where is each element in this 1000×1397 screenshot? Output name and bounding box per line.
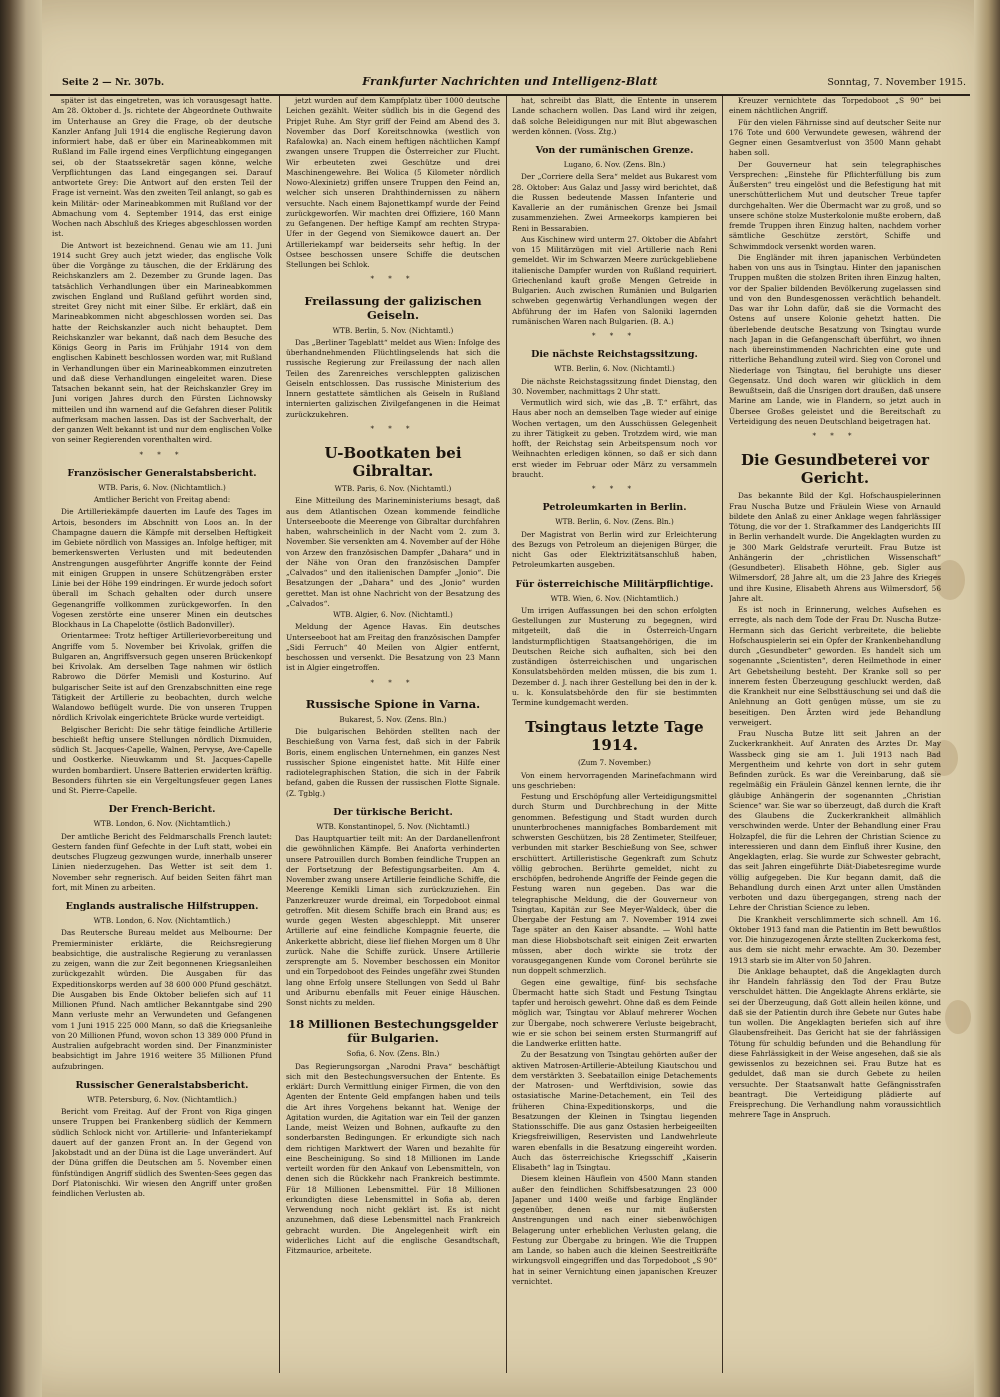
page-label: Seite 2 — Nr. 307b. (62, 77, 165, 88)
dateline: WTB. Petersburg, 6. Nov. (Nichtamtlich.) (87, 1094, 237, 1104)
article-paragraph: Von einem hervorragenden Marinefachmann wird uns geschrieben: (512, 770, 717, 790)
page-header (50, 72, 970, 96)
article-paragraph: später ist das eingetreten, was ich vorausgesagt hatte. Am 28. Oktober d. Js. richtete der Abgeordnete Outhwaite im Unterhause an Grey die Frage, ob der deutsche Kanzler Anfang Juli 1914 die englische Regierung davon informiert habe, daß er über ein Marineabkommen mit Rußland im Falle irgend eines Verpflichtung eingegangen sei, ob der Staatssekretär sagen könne, welche Verpflichtungen das Land eingegangen sei. Darauf antwortete Grey: Die Antwort auf den ersten Teil der Frage ist verneint. Was den zweiten Teil anlangt, so gab es kein Militär- oder Marineabkommen mit Rußland vor der Abmachung vom 4. September 1914, das erst einige Wochen nach Abschluß des Krieges abgeschlossen worden ist. (52, 96, 272, 239)
column-1 (52, 96, 272, 1369)
dateline: Lugano, 6. Nov. (Zens. Bln.) (563, 160, 666, 169)
headline-uboat: U-Bootkaten bei Gibraltar. (324, 444, 462, 480)
headline-bribes: 18 Millionen Bestechungsgelder für Bulgarien. (288, 1017, 498, 1046)
article-paragraph: Meldung der Agence Havas. Ein deutsches Unterseeboot hat am Freitag den französischen Dampfer „Sidi Ferruch“ 40 Meilen von Algier entfernt, beschossen und versenkt. Die Besatzung von 23 Mann ist in Algier eingetroffen. (286, 622, 500, 673)
separator: * * * (139, 450, 185, 459)
dateline: WTB. Berlin, 6. Nov. (Zens. Bln.) (555, 517, 674, 527)
column-4 (729, 96, 941, 1369)
article-paragraph: Es ist noch in Erinnerung, welches Aufsehen es erregte, als nach dem Tode der Frau Dr. Nuscha Butze-Hermann sich das Gericht verbreitete, die beliebte Hofschauspielerin sei ein Opfer der Krankenbehandlung durch „Gesundbeter“ geworden. Es handelt sich um sogenannte „Scientisten“, deren Heilmethode in einer Art Gebetsheilung besteht. Der Kranke soll so per innerem festen Überzeugung geschluckt werden, daß die Krankheit nur eine Selbsttäuschung sei und daß die Anlehnung an Gott genügen müsse, um sie zu beseitigen. Den Ärzten wird jede Behandlung verweigert. (729, 605, 941, 727)
article-paragraph: Der „Corriere della Sera“ meldet aus Bukarest vom 28. Oktober: Aus Galaz und Jassy wird berichtet, daß die Russen bedeutende Massen Infanterie und Kavallerie an der rumänischen Grenze bei Jsmail zusammenziehen. Zwei Armeekorps kampieren bei Reni in Bessarabien. (512, 172, 717, 233)
dateline: WTB. Paris, 6. Nov. (Nichtamtl.) (334, 484, 452, 493)
article-paragraph: hat, schreibt das Blatt, die Entente in unserem Lande schachern wollen. Das Land wird ihr zeigen, daß solche Beleidigungen nur mit Blut abgewaschen werden können. (Voss. Ztg.) (512, 96, 717, 136)
article-paragraph: Kreuzer vernichtete das Torpedoboot „S 90“ bei einem nächtlichen Angriff. (729, 96, 941, 116)
headline-reichstag: Die nächste Reichstagssitzung. (531, 349, 698, 361)
article-paragraph: Der Gouverneur hat sein telegraphisches Versprechen: „Einstehe für Pflichterfüllung bis zum Äußersten“ treu eingelöst und die Befestigung hat mit unerschütterlichem Mut und deutscher Treue tapfer durchgehalten. Wer die Übermacht war zu groß, und so unsere schöne stolze Musterkolonie mußte erobern, daß fremde Truppen ihren Einzug halten, nachdem vorher sämtliche Geschütze zerstört, Schiffe und Schwimmdock versenkt worden waren. (729, 159, 941, 251)
article-paragraph: Zu der Besatzung von Tsingtau gehörten außer der aktiven Matrosen-Artillerie-Abteilung Kiautschou und dem verstärkten 3. Seebataillon einige Detachements der Matrosen- und Werftdivision, sowie das ostasiatische Marine-Detachement, ein Teil des früheren China-Expeditionskorps, und die Besatzungen der Kleinen in Tsingtau liegenden Stationsschiffe. Die aus ganz Ostasien herbeigeeilten Kriegsfreiwilligen, Reservisten und Landwehrleute waren ebenfalls in die Besatzung eingereiht worden. Auch das österreichische Kriegsschiff „Kaiserin Elisabeth“ lag in Tsingtau. (512, 1050, 717, 1172)
separator: * * * (370, 424, 416, 433)
column-rule (506, 96, 507, 1373)
article-paragraph: Frau Nuscha Butze litt seit Jahren an der Zuckerkrankheit. Auf Anraten des Arztes Dr. May Wassbeck ging sie am 1. Juli 1913 nach Bad Mergentheim und kehrte von dort in sehr gutem Befinden zurück. Es war die Vereinbarung, daß sie regelmäßig ein Fräulein Gänzel kennen lernte, die ihr gläubige Anhängerin der sogenannten „Christian Science“ war. Sie war so überzeugt, daß durch die Kraft des Glaubens die Zuckerkrankheit allmählich verschwinden werde. Unter der Behandlung einer Frau Holzapfel, die für die Lehren der Christian Science zu interessieren und dann dem Einfluß ihrer Kusine, den Angeklagten, erlag. Sie wurde zur Schwester gebracht, das seit Jahren eingeführte Diät-Diabetesregime wurde völlig aufgegeben. Die Kur begann damit, daß die Behandlung durch einen Arzt unter allen Umständen verboten und dazu übergegangen, streng nach der Lehre der Christian Science zu leben. (729, 729, 941, 913)
headline-austrian-duty: Für österreichische Militärpflichtige. (515, 578, 714, 590)
article-paragraph: Die Antwort ist bezeichnend. Genau wie am 11. Juni 1914 sucht Grey auch jetzt wieder, das englische Volk über die Vorgänge zu täuschen, die der Erklärung des Reichskanzlers am 2. Dezember zu Grunde lagen. Das tatsächlich Verhandlungen über ein Marineabkommen zwischen England und Rußland geführt worden sind, streitet Grey nicht mit einer Silbe. Er erklärt, daß ein Marineabkommen nicht abgeschlossen worden sei. Das hatte der Reichskanzler auch nicht behauptet. Dem Reichskanzler war bekannt, daß nach dem Besuche des Königs Georg in Paris im Frühjahr 1914 von dem englischen Kabinett beschlossen worden war, mit Rußland in Verhandlungen über ein Marineabkommen einzutreten und daß diese Verhandlungen eingeleitet waren. Diese Tatsachen bekannt sein, hat der Reichskanzler Grey im Juni vorigen Jahres durch den Fürsten Lichnowsky mitteilen und ihn warnend auf die Gefahren dieser Politik aufmerksam machen lassen. Das ist der Sachverhalt, der der ganzen Welt bekannt ist und nur dem englischen Volke von seiner Regierenden vorenthalten wird. (52, 240, 272, 445)
article-paragraph: Diesem kleinen Häuflein von 4500 Mann standen außer den feindlichen Schiffsbesatzungen 23 000 Japaner und 1400 weiße und farbige Engländer gegenüber, denen es nur mit äußersten Anstrengungen und nach einer siebenwöchigen Belagerung unter erheblichen Verlusten gelang, die Festung zur Übergabe zu bringen. Wie die Truppen am Lande, so haben auch die kleinen Seestreitkräfte wirkungsvoll eingegriffen und das Torpedoboot „S 90“ hat in seiner Vernichtung einen japanischen Kreuzer vernichtet. (512, 1174, 717, 1286)
separator: * * * (370, 678, 416, 687)
headline-tsingtau: Tsingtaus letzte Tage 1914. (525, 718, 704, 755)
dateline: Sofia, 6. Nov. (Zens. Bln.) (346, 1049, 440, 1059)
dateline: WTB. London, 6. Nov. (Nichtamtlich.) (93, 819, 231, 829)
headline-turkish-report: Der türkische Bericht. (333, 806, 453, 818)
subline: (Zum 7. November.) (577, 758, 651, 768)
article-paragraph: Der Magistrat von Berlin wird zur Erleichterung des Bezugs von Petroleum an diejenigen Bürger, die nicht Gas oder Elektrizitätsanschluß haben, Petroleumkarten ausgeben. (512, 529, 717, 570)
paper-stain (945, 1000, 971, 1034)
dateline: WTB. London, 6. Nov. (Nichtamtlich.) (93, 916, 231, 925)
article-paragraph: Der amtliche Bericht des Feldmarschalls French lautet: Gestern fanden fünf Gefechte in der Luft statt, wobei ein deutsches Flugzeug gezwungen wurde, innerhalb unserer Linien niederzugehen. Das Wetter ist seit dem 1. November sehr regnerisch. Auf beiden Seiten fährt man fort, mit Minen zu arbeiten. (52, 831, 272, 892)
headline-russian-report: Russischer Generalstabsbericht. (75, 1079, 249, 1091)
article-paragraph: Die bulgarischen Behörden stellten nach der Beschießung von Varna fest, daß sich in der Fabrik Boris, einem englischen Unternehmen, ein ganzes Nest russischer Spione eingenistet hatte. Mit Hilfe einer radiotelegraphischen Station, die sich in der Fabrik befand, gaben die Russen der russischen Flotte Signale. (Z. Tgblg.) (286, 727, 500, 798)
article-paragraph: Bericht vom Freitag. Auf der Front von Riga gingen unsere Truppen bei Frankenberg südlich der Kemmern südlich Schlock nicht vor. Artillerie- und Infanteriekampf dauert auf der ganzen Front an. In der Gegend von Jakobstadt und an der Düna ist die Lage unverändert. Auf der Düna griffen die Deutschen am 5. November einen fünfstündigen Angriff südlich des Swenten-Sees gegen das Dorf Platonischki. Wir wiesen den Angriff unter großen feindlichen Verlusten ab. (52, 1107, 272, 1198)
article-paragraph: Festung und Erschöpfung aller Verteidigungsmittel durch Sturm und Durchbrechung in der Mitte genommen. Befestigung und Stadt wurden durch ununterbrochenes mannigfaches Bombardement mit schwersten Geschützen, bis 28 Zentimeter, Steilfeuer, verbunden mit starker Beschießung von See, schwer erschüttert. Artilleristische Gegenkraft zum Schutz völlig gebrochen. Berührte gemeldet, nicht zu erschöpfen, bedrohende Angriffe der Feinde gegen die Festung waren nun gegeben. Das war die telegraphische Meldung, die der Gouverneur von Tsingtau, Kapitän zur See Meyer-Waldeck, über die Übergabe der Festung am 7. November 1914 zwei Tage später an den Kaiser absandte. — Wohl hatte man diese Hiobsbotschaft seit einigen Zeit erwarten müssen, aber doch wirkte sie trotz der vorausgegangenen Kunde vom Coronel berührte sie nun doppelt schmerzlich. (512, 792, 717, 976)
issue-date: Sonntag, 7. November 1915. (827, 77, 966, 88)
headline-spies: Russische Spione in Varna. (305, 696, 481, 711)
dateline: WTB. Berlin, 5. Nov. (Nichtamtl.) (332, 325, 454, 335)
article-paragraph: Die Engländer mit ihren japanischen Verbündeten haben von uns aus in Tsingtau. Hinter den japanischen Truppen mußten die stolzen Briten ihren Einzug halten, vor der Spalier bildenden Bevölkerung zugelassen sind und von den Bundesgenossen verächtlich behandelt. Das war ihr Lohn dafür, daß sie die Vormacht des Ostens auf unsere Kolonie gehetzt hatten. Die überlebende deutsche Besatzung von Tsingtau wurde nach Japan in die Gefangenschaft überführt, wo ihnen nach übereinstimmenden Nachrichten eine gute und ritterliche Behandlung zuteil wird. Sieg von Coronel und Niederlage von Tsingtau, fiel beruhigte uns dieser Gegensatz. Und doch waren wir glücklich in dem Bewußtsein, daß die Unsrigen dort draußen, daß unsere Marine am Lande, wie in Flandern, so jetzt auch in Übersee Großes geleistet und die Bereitschaft zu Verteidigung des neuen Deutschland beigetragen hat. (729, 252, 941, 426)
binding-edge (0, 0, 42, 1397)
separator: * * * (592, 485, 637, 493)
headline-faith-healing: Die Gesundbeterei vor Gericht. (740, 451, 930, 488)
article-paragraph: Die Krankheit verschlimmerte sich schnell. Am 16. Oktober 1913 fand man die Patientin im Bett bewußtlos vor. Die hinzugezogenen Ärzte stellten Zuckerkoma fest, aus dem sie nicht mehr erwachte. Am 30. Dezember 1913 starb sie im Alter von 50 Jahren. (729, 914, 941, 965)
column-3 (512, 96, 717, 1369)
dateline: WTB. Konstantinopel, 5. Nov. (Nichtamtl.) (316, 821, 470, 831)
dateline: WTB. Paris, 6. Nov. (Nichtamtlich.) (98, 482, 226, 492)
article-paragraph: Orientarmee: Trotz heftiger Artillerievorbereitung und Angriffe vom 5. November bei Krivolak, griffen die Bulgaren an, Angriffsversuch gegen unseren Brückenkopf bei Krivolak. Am derselben Tage nahmen wir östlich Rabrowo die Dörfer Memisli und Kosturino. Auf bulgarischer Seite ist auf den Grenzabschnitten eine rege Tätigkeit der Artillerie zu beobachten, durch welche Walandowo beflügelt wurde. Die von unseren Truppen nördlich Krivolak eingerichtete Brücke wurde verteidigt. (52, 631, 272, 723)
article-paragraph: Gegen eine gewaltige, fünf- bis sechsfache Übermacht hatte sich Stadt und Festung Tsingtau tapfer und heroisch gewehrt. Ohne daß es dem Feinde möglich war, Tsingtau vor Ablauf mehrerer Wochen zur Übergabe, noch schwerere Verluste beigebracht, wie er sie schon bei seinem ersten Sturmangriff auf die Landwerke erlitten hatte. (512, 977, 717, 1048)
page-right-edge (974, 0, 1000, 1397)
dateline: WTB. Algier, 6. Nov. (Nichtamtl.) (333, 610, 453, 619)
dateline: Bukarest, 5. Nov. (Zens. Bln.) (339, 714, 447, 724)
article-paragraph: Die nächste Reichstagssitzung findet Dienstag, den 30. November, nachmittags 2 Uhr statt. (512, 376, 717, 396)
headline-french-report: Französischer Generalstabsbericht. (67, 467, 257, 479)
article-paragraph: Das „Berliner Tageblatt“ meldet aus Wien: Infolge des überhandnehmenden Flüchtlingselends hat sich die russische Regierung zur Freilassung der nach allen Teilen des Zarenreiches verschleppten galizischen Geiseln entschlossen. Das russische Ministerium des Innern gestattete sämtlichen als Geiseln in Rußland internierten galizischen Zivilgefangenen in die Heimat zurückzukehren. (286, 337, 500, 419)
headline-french-bericht: Der French-Bericht. (108, 804, 216, 816)
separator: * * * (370, 275, 416, 284)
headline-petroleum: Petroleumkarten in Berlin. (542, 502, 687, 514)
headline-australian-troops: Englands australische Hilfstruppen. (65, 901, 259, 912)
column-rule (722, 96, 723, 1373)
dateline: WTB. Wien, 6. Nov. (Nichtamtlich.) (550, 593, 679, 603)
dateline: WTB. Berlin, 6. Nov. (Nichtamtl.) (554, 364, 675, 374)
article-paragraph: Für den vielen Fährnisse sind auf deutscher Seite nur 176 Tote und 600 Verwundete gewesen, während der Gegner einen Gesamtverlust von 3500 Mann gehabt haben soll. (729, 117, 941, 158)
article-paragraph: Eine Mitteilung des Marineministeriums besagt, daß aus dem Atlantischen Ozean kommende feindliche Unterseeboote die Meerenge von Gibraltar durchfahren haben, wahrscheinlich in der Nacht vom 2. zum 3. November. Sie versenkten am 4. November auf der Höhe von Arzew den französischen Dampfer „Dahara“ und in der Nähe von Oran den französischen Dampfer „Calvados“ und den italienischen Dampfer „Jonio“. Die Besatzungen der „Dahara“ und des „Jonio“ wurden gerettet. Man ist ohne Nachricht von der Besatzung des „Calvados“. (286, 496, 500, 608)
article-paragraph: Das Reutersche Bureau meldet aus Melbourne: Der Premierminister erklärte, die Reichsregierung beabsichtige, die australische Regierung zu veranlassen zu zeigen, wann die zur Zeit begonnenen Kriegsanleihen zurückgezahlt würden. Die Ausgaben für das Expeditionskorps werden auf 38 600 000 Pfund geschätzt. Die Ausgaben bis Ende Oktober beliefen sich auf 11 Millionen Pfund. Nach amtlicher Bekanntgabe sind 290 Mann verluste mehr an Verwundeten und Gefangenen vom 1 Juni 1915 225 000 Mann, so daß die Kriegsanleihe von 20 Millionen Pfund, wovon schon 13 389 000 Pfund in Australien aufgebracht worden sind. Der Finanzminister beabsichtigt im Jahre 1916 weitere 35 Millionen Pfund aufzubringen. (52, 928, 272, 1071)
separator: * * * (812, 432, 858, 440)
article-paragraph: Um irrigen Auffassungen bei den schon erfolgten Gestellungen zur Musterung zu begegnen, wird mitgeteilt, daß die in Österreich-Ungarn landsturmpflichtigen Staatsangehörigen, die im Deutschen Reiche sich aufhalten, sich bei den zuständigen österreichischen und ungarischen Konsulatsbehörden melden müssen, die bis zum 1. Dezember d. J. nach ihrer Gestellung bei den in der k. u. k. Konsulatsbehörde den für sie bestimmten Termine kundgemacht werden. (512, 605, 717, 707)
article-paragraph: jetzt wurden auf dem Kampfplatz über 1000 deutsche Leichen gezählt. Weiter südlich bis in die Gegend des Pripjet Ruhe. Am Styr griff der Feind am Abend des 3. November das Dorf Koreitschnowka (westlich von Rafalowka) an. Nach einem heftigen nächtlichen Kampf zwangen unsere Truppen die Österreicher zur Flucht. Wir erbeuteten zwei Geschütze und drei Maschinengewehre. Bei Wolica (5 Kilometer nördlich Nowo-Alexinietz) griffen unsere Truppen den Feind an, welcher sich unseren Drahthindernissen zu nähern versuchte. Nach einem Bajonettkampf wurde der Feind zurückgeworfen. Wir machten drei Offiziere, 160 Mann zu Gefangenen. Der heftige Kampf am rechten Strypa-Ufer in der Gegend von Siemikowce dauert an. Der Artilleriekampf war beiderseits sehr heftig. In der Ostsee beschossen unsere Schiffe die deutschen Stellungen bei Schlok. (286, 96, 500, 269)
column-rule (279, 96, 280, 1373)
article-paragraph: Die Anklage behauptet, daß die Angeklagten durch ihr Handeln fahrlässig den Tod der Frau Butze verschuldet hätten. Die Angeklagte Ahrens erklärte, sie sei der Überzeugung, daß Gott allein heilen könne, und daß sie der Patientin durch ihre Gebete nur Gutes habe tun wollen. Die Angeklagten beriefen sich auf ihre Glaubensfreiheit. Das Gericht hat sie der fahrlässigen Tötung für schuldig befunden und die Behandlung für diese Fahrlässigkeit in der Weise angesehen, daß sie als gewissenlos zu bezeichnen sei. Frau Butze hat es geduldet, daß man sie durch Gebete zu heilen versuchte. Der Staatsanwalt hatte Gefängnisstrafen beantragt. Die Verteidigung plädierte auf Freisprechung. Die Verhandlung nahm voraussichtlich mehrere Tage in Anspruch. (729, 966, 941, 1120)
headline-hostages: Freilassung der galizischen Geiseln. (304, 293, 482, 322)
article-paragraph: Aus Kischinew wird unterm 27. Oktober die Abfahrt von 15 Militärzügen mit viel Artillerie nach Reni gemeldet. Wir im Schwarzen Meere zurückgebliebene italienische Dampfer wurden von Rußland requiriert. Griechenland kauft große Mengen Getreide in Bulgarien. Auch zwischen Rumänien und Bulgarien schweben gegenwärtig Verhandlungen wegen der Abführung der im Hafen von Saloniki lagernden rumänischen Waren nach Bulgarien. (B. A.) (512, 234, 717, 326)
article-paragraph: Das Regierungsorgan „Narodni Prava“ beschäftigt sich mit den Bestechungsversuchen der Entente. Es erklärt: Durch Vermittlung einiger Firmen, die von den Agenten der Entente Geld empfangen haben und teils die Art ihres Vorgehens bekannt hat. Wenige der Agitation wurden, die Agitation war ein Teil der ganzen Lande, meist Weizen und Bohnen, aufkaufte zu den sonderbarsten Bedingungen. Er erkundigte sich nach dem richtigen Marktwert der Waren und bezahlte für eine Bescheinigung. So sind 18 Millionen im Lande verteilt worden für den Ankauf von Lebensmitteln, von denen sich die Rückkehr nach Frankreich bestimmte. Für 18 Millionen Lebensmittel. Für 18 Millionen erkundigten diese Lebensmittel in Sofia ab, deren Verwendung noch nicht geklärt ist. Es ist nicht anzunehmen, daß diese Lebensmittel nach Frankreich gebracht wurden. Die Angelegenheit wirft ein widerliches Licht auf die englische Gesandtschaft, Fitzmaurice, arbeitete. (286, 1061, 500, 1255)
column-2 (286, 96, 500, 1369)
article-paragraph: Das bekannte Bild der Kgl. Hofschauspielerinnen Frau Nuscha Butze und Fräulein Wiese von Arnauld bildete den Anlaß zu einer Anklage wegen fahrlässiger Tötung, die vor der 1. Strafkammer des Landgerichts III in Berlin verhandelt wurde. Die Angeklagten wurden zu je 300 Mark Geldstrafe verurteilt. Frau Butze ist Anhängerin der „christlichen Wissenschaft“ (Gesundbeter). Elisabeth Höhne, geb. Sigler aus Wilmersdorf, 28 Jahre alt, um die 23 Jahre des Krieges und ihre Kusine, Elisabeth Ahrens aus Wilmersdorf, 56 Jahre alt. (729, 491, 941, 603)
subline: Amtlicher Bericht von Freitag abend: (93, 495, 231, 504)
article-paragraph: Die Artilleriekämpfe dauerten im Laufe des Tages im Artois, besonders im Abschnitt von Loos an. In der Champagne dauern die Kämpfe mit derselben Heftigkeit im Gebiete nördlich von Massiges an. Infolge heftiger, mit bemerkenswerten Verlusten und mit bedeutenden Anstrengungen ausgeführter Angriffe konnte der Feind mit einigen Gruppen in unsere Schützengräben erster Linie bei der Höhe 199 eindringen. Er wurde jedoch sofort überall im Schach gehalten oder durch unsere Gegenangriffe vollkommen zurückgeworfen. In den Vogesen zerstörte eine unserer Minen ein deutsches Blockhaus in La Chapelotte (östlich Badonviller). (52, 507, 272, 629)
masthead: Frankfurter Nachrichten und Intelligenz-Blatt (362, 75, 658, 88)
article-paragraph: Das Hauptquartier teilt mit: An der Dardanellenfront die gewöhnlichen Kämpfe. Bei Anaforta verhinderten unsere Patrouillen durch Bomben feindliche Truppen an der Fortsetzung der Befestigungsarbeiten. Am 4. November zwang unsere Artillerie feindliche Schiffe, die Meerenge Kemikli Liman sich zurückzuziehen. Ein Panzerkreuzer wurde dreimal, ein Torpedoboot einmal getroffen. Mit diesem Schiffe brach ein Brand aus; es wurde gegen Westen abgeschleppt. Mit unserer Artillerie auf eine feindliche Kompagnie feuerte, die Ankerkette abbricht, diese lief fliehen Morgen um 8 Uhr zurück. Nahe die Schiffe zurück. Unsere Artillerie zersprengte am 5. November beschossen ein Monitor und ein Torpedoboot des Feindes ungefähr zwei Stunden lang ohne Erfolg unsere Stellungen von Sedd ul Bahr und Ariburnu ebenfalls mit Feuer einige Häuschen. Sonst nichts zu melden. (286, 834, 500, 1007)
separator: * * * (592, 332, 637, 340)
headline-romanian-border: Von der rumänischen Grenze. (535, 145, 694, 156)
article-paragraph: Vermutlich wird sich, wie das „B. T.“ erfährt, das Haus aber noch an demselben Tage wieder auf einige Wochen vertagen, um den Ausschüssen Gelegenheit zu ihrer Tätigkeit zu geben. Trotzdem wird, wie man hofft, der Reichstag sein Arbeitspensum noch vor Weihnachten erledigen können, so daß er sich dann erst wieder im Februar oder März zu versammeln braucht. (512, 398, 717, 479)
article-paragraph: Belgischer Bericht: Die sehr tätige feindliche Artillerie beschießt heftig unsere Stellungen nördlich Dixmuiden, südlich St. Jacques-Capelle, Walnen, Pervyse, Ave-Capelle und Oostkerke. Nieuwkamm und St. Jacques-Capelle wurden bombardiert. Unsere Batterien erwiderten kräftig. Besonders führten sie ein Vergeltungsfeuer gegen Lanes und St. Pierre-Capelle. (52, 724, 272, 795)
